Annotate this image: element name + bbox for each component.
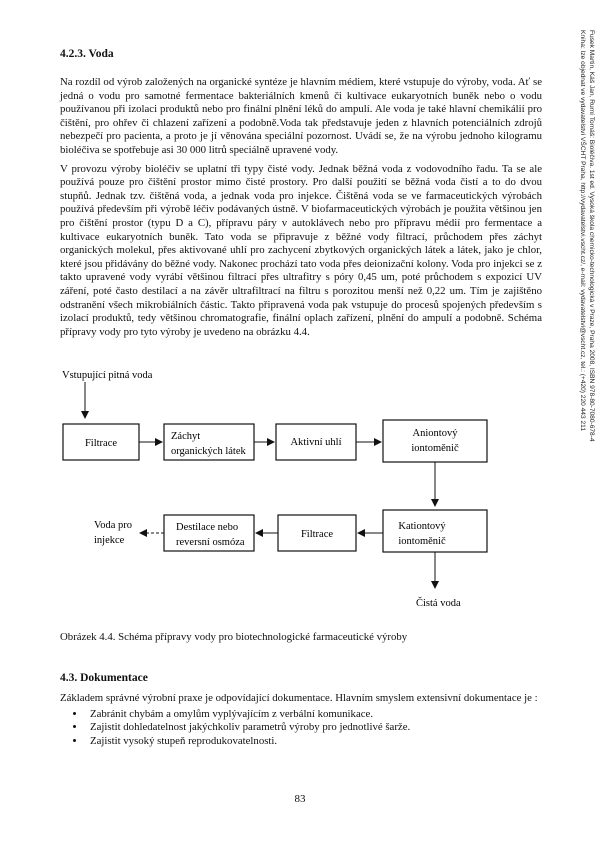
step-zachyt [164, 424, 254, 460]
paragraph-1: Na rozdíl od výrob založených na organické syntéze je hlavním médiem, které vstupuje do výroby, voda. Ať se jedná o vodu pro samotné fermentace bakteriálních kmenů či kultivace eukaryotních buněk nebo o vodu používanou při izolaci produktů nebo pro finální plnění léků do ampulí. Ale voda je také hlavní chemikálií pro čištění, pro ohřev či chlazení zařízení a podobně.Voda tak představuje jeden z hlavních potenciálních zdrojů nebezpečí pro pacienta, a proto je jí věnována speciální pozornost. Uvádí se, že na výrobu jednoho kilogramu bioléčiva se spotřebuje asi 30 000 litrů speciálně upravené vody. [60, 76, 542, 156]
bullet-list [60, 708, 542, 749]
page-number: 83 [294, 793, 306, 805]
section-dokumentace [60, 672, 542, 748]
paragraph-2: V provozu výroby bioléčiv se uplatní tři typy čisté vody. Jednak běžná voda z vodovodního řadu. Ta se ale používá pouze pro čištění prostor mimo čisté prostory. Pro další použití se běžná voda čistí a to do dvou stupňů. Jednak tzv. čištěná voda, a jednak voda pro injekce. Čištěná voda se ve farmaceutických výrobách používá především při výrobě léčiv podávaných ústně. V biofarmaceutických výrobách je použita většinou jen pro čištění prostor (typu D a C), přípravu páry v autoklávech nebo pro přípravu médií pro fermentace a kultivace eukaryotních buněk. Tato voda se připravuje z běžné vody filtrací, průchodem přes záchyt organických molekul, přes aktivované uhlí pro zachycení zbytkových organických látek a látek, jako je chlor, které jsou přidávány do běžné vody. Nakonec prochází tato voda přes deionizační kolony. Voda pro injekci se z takto upravené vody vyrábí většinou filtrací přes ultrafitry s póry 0,45 um, poté průchodem s expozicí UV záření, poté často destilací a na závěr ultrafiltrací na filtru s porozitou menší než 0,22 um. Tím je zajištěno odstranění všech mikrobiálních částic. Takto připravená voda pak vstupuje do procesů spojených především s izolací produktů, tedy většinou chromatografie, finální oplach zařízení, plnění do ampulí a podobně. Schéma přípravy vody pro tyto výroby je uvedeno na obrázku 4.4. [60, 162, 542, 338]
figure-caption: Obrázek 4.4. Schéma přípravy vody pro biotechnologické farmaceutické výroby [60, 631, 408, 643]
svg-text:Voda pro: Voda pro [94, 520, 133, 531]
svg-text:Filtrace: Filtrace [300, 529, 334, 540]
step-aniontovy [383, 420, 487, 462]
svg-text:Filtrace: Filtrace [84, 438, 118, 449]
list-item: • Zabránit chybám a omylům vyplývajícím z verbální komunikace. [86, 708, 542, 722]
svg-text:organických látek: organických látek [171, 446, 246, 457]
section2-heading: 4.3. Dokumentace [60, 672, 148, 684]
step-filtrace-2 [278, 515, 356, 551]
citation-sidebar [562, 30, 596, 550]
step-kationtovy [383, 510, 487, 552]
citation-line-1: Fusek Martin, Káš Jan, Rumí Tomáš: Bioléčiva. 1st ed. Vysoká škola chemicko-technologická v Praze, Praha 2008, ISBN 978-80-7080-678-4 [588, 30, 595, 442]
list-item: • Zajistit dohledatelnost jakýchkoliv parametrů výroby pro jednotlivé šarže. [86, 721, 542, 735]
step-aktivni-uhli [276, 424, 356, 460]
svg-text:Záchyt: Záchyt [171, 431, 201, 442]
svg-text:Aktivní uhlí: Aktivní uhlí [290, 437, 342, 448]
svg-text:Kationtový: Kationtový [398, 521, 446, 532]
input-label: Vstupující pitná voda [62, 370, 153, 381]
citation-line-2: Kniha: Ize objednat ve vydavatelství VŠCHT Praha, http://vydavatelstvi.vscht.cz/, e-mail: vydavatelstvi@vscht.cz, tel.: (+420) 220 443 211 [579, 30, 586, 431]
section2-intro: Základem správné výrobní praxe je odpovídající dokumentace. Hlavním smyslem extensivní dokumentace je : [60, 692, 538, 704]
output-cista-voda: Čistá voda [416, 598, 461, 609]
list-item: • Zajistit vysoký stupeň reprodukovatelnosti. [86, 735, 542, 749]
section-heading: 4.2.3. Voda [60, 48, 114, 60]
step-destilace [164, 515, 254, 551]
step-filtrace-1 [63, 424, 139, 460]
svg-text:injekce: injekce [94, 535, 125, 546]
svg-text:iontoměnič: iontoměnič [398, 536, 446, 547]
main-content [60, 48, 542, 344]
svg-text:iontoměnič: iontoměnič [411, 443, 459, 454]
svg-text:Aniontový: Aniontový [412, 428, 458, 439]
output-injekce [94, 520, 132, 546]
svg-text:Destilace nebo: Destilace nebo [176, 522, 239, 533]
water-preparation-diagram [58, 368, 528, 618]
svg-text:reversní osmóza: reversní osmóza [176, 537, 245, 548]
